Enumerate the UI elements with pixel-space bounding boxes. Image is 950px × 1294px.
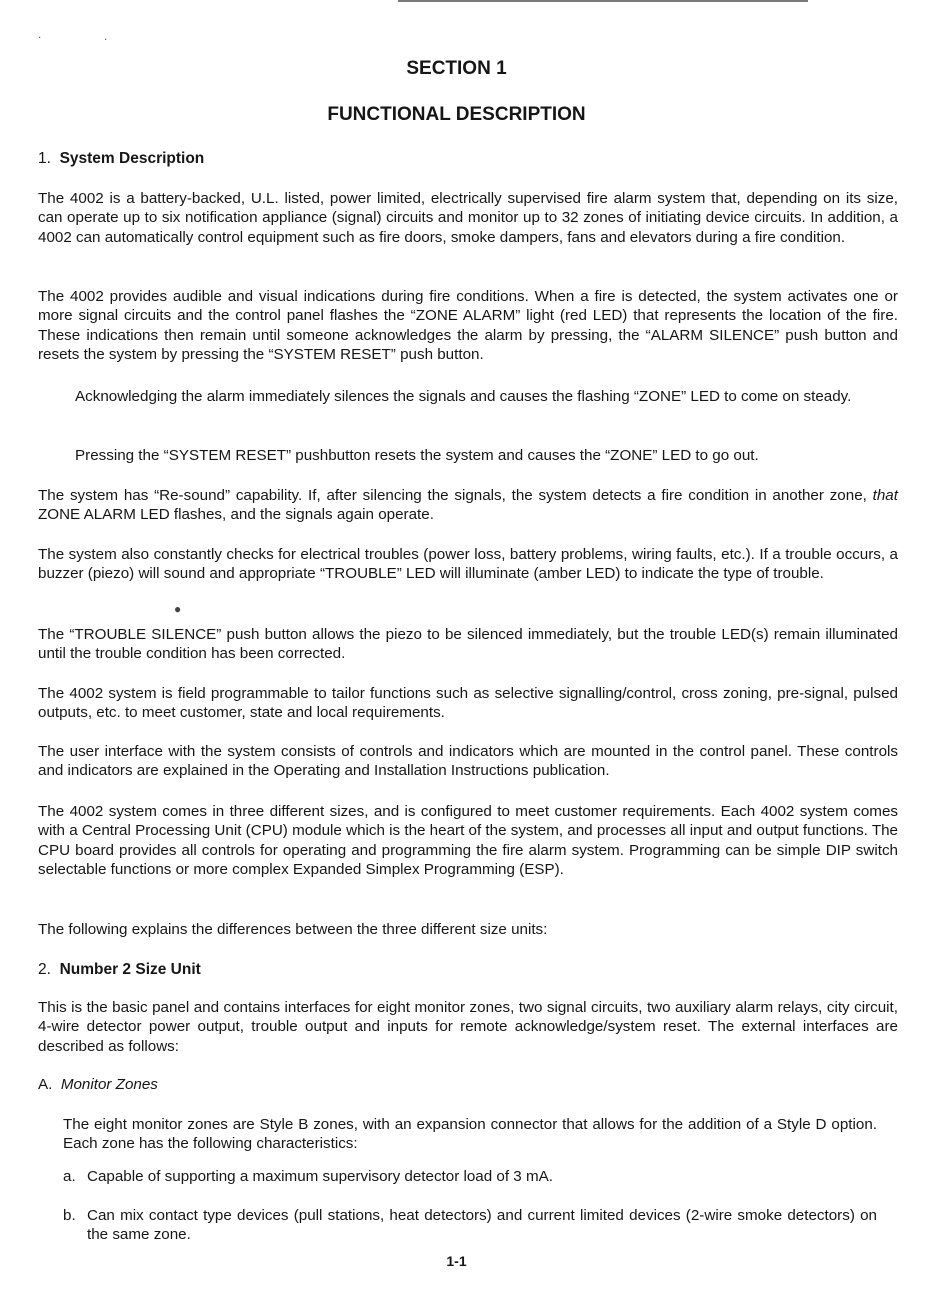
page-number: 1-1 [446,1253,467,1269]
paragraph-programmable: The 4002 system is field programmable to tailor functions such as selective signalling/control, cross zoning, pre-signal, pulsed outputs, etc. to meet customer, state and local requirements. [38,685,898,722]
paragraph-trouble-silence: The “TROUBLE SILENCE” push button allows the piezo to be silenced immediately, but the trouble LED(s) remain illuminated until the trouble condition has been corrected. [38,626,898,663]
paragraph-user-interface: The user interface with the system consists of controls and indicators which are mounted in the control panel. These controls and indicators are explained in the Operating and Installation Instructions publication. [38,743,898,780]
scan-speck-mark: ․ [104,32,108,43]
scan-speck-mark: ․ [38,30,42,41]
section-subtitle: FUNCTIONAL DESCRIPTION [327,104,586,125]
subsection-letter: A. [38,1076,53,1093]
paragraph-differences: The following explains the differences between the three different size units: [38,921,548,938]
subsection-title: Monitor Zones [60,1076,158,1093]
paragraph-troubles: The system also constantly checks for electrical troubles (power loss, battery problems, wiring faults, etc.). If a trouble occurs, a buzzer (piezo) will sound and appropriate “TROUBLE” LED will illuminate (amber LED) to indicate the type of trouble. [38,546,898,583]
resound-text: The system has “Re-sound” capability. If, after silencing the signals, the system detects a fire condition in another zone, [38,487,867,504]
paragraph-resound [38,486,898,525]
paragraph-indications: The 4002 provides audible and visual indications during fire conditions. When a fire is detected, the system activates one or more signal circuits and the control panel flashes the “ZONE ALARM” light (red LED) that represents the location of the fire. These indications then remain until someone acknowledges the alarm by pressing, the “ALARM SILENCE” push button and resets the system by pressing the “SYSTEM RESET” push button. [38,288,898,364]
scan-speck-mark: ● [174,602,182,616]
list-marker: b. [63,1207,76,1224]
resound-tail: ZONE ALARM LED flashes, and the signals again operate. [38,506,434,524]
paragraph-intro: The 4002 is a battery-backed, U.L. listed, power limited, electrically supervised fire alarm system that, depending on its size, can operate up to six notification appliance (signal) circuits and monitor up to 32 zones of initiating device circuits. In addition, a 4002 can automatically control equipment such as fire doors, smoke dampers, fans and elevators during a fire condition. [38,190,898,246]
list-marker: a. [63,1168,76,1185]
paragraph-system-reset: Pressing the “SYSTEM RESET” pushbutton resets the system and causes the “ZONE” LED to go out. [75,447,759,464]
paragraph-unit-description: This is the basic panel and contains interfaces for eight monitor zones, two signal circuits, two auxiliary alarm relays, city circuit, 4-wire detector power output, trouble output and inputs for remote acknowledge/system reset. The external interfaces are described as follows: [38,999,898,1055]
heading-title: Number 2 Size Unit [59,961,201,978]
heading-number: 2. [38,961,51,978]
paragraph-acknowledging: Acknowledging the alarm immediately silences the signals and causes the flashing “ZONE” LED to come on steady. [75,388,852,405]
paragraph-monitor-zones: The eight monitor zones are Style B zones, with an expansion connector that allows for the addition of a Style D option. Each zone has the following characteristics: [63,1116,877,1153]
heading-number-2-size-unit [38,961,201,979]
heading-system-description [38,150,204,168]
list-item [63,1167,877,1186]
subsection-monitor-zones [38,1076,158,1093]
list-text: Capable of supporting a maximum supervisory detector load of 3 mA. [87,1168,553,1185]
list-item [63,1206,877,1245]
scan-artifact-line [398,0,808,2]
heading-title: System Description [59,150,205,167]
resound-italic-word: that [872,487,898,504]
section-label: SECTION 1 [406,58,507,79]
heading-number: 1. [38,150,51,167]
paragraph-sizes: The 4002 system comes in three different sizes, and is configured to meet customer requirements. Each 4002 system comes with a Central Processing Unit (CPU) module which is the heart of the system, and processes all input and output functions. The CPU board provides all controls for operating and programming the fire alarm system. Programming can be simple DIP switch selectable functions or more complex Expanded Simplex Programming (ESP). [38,803,898,879]
list-text: Can mix contact type devices (pull stations, heat detectors) and current limited devices (2-wire smoke detectors) on the same zone. [87,1207,877,1244]
